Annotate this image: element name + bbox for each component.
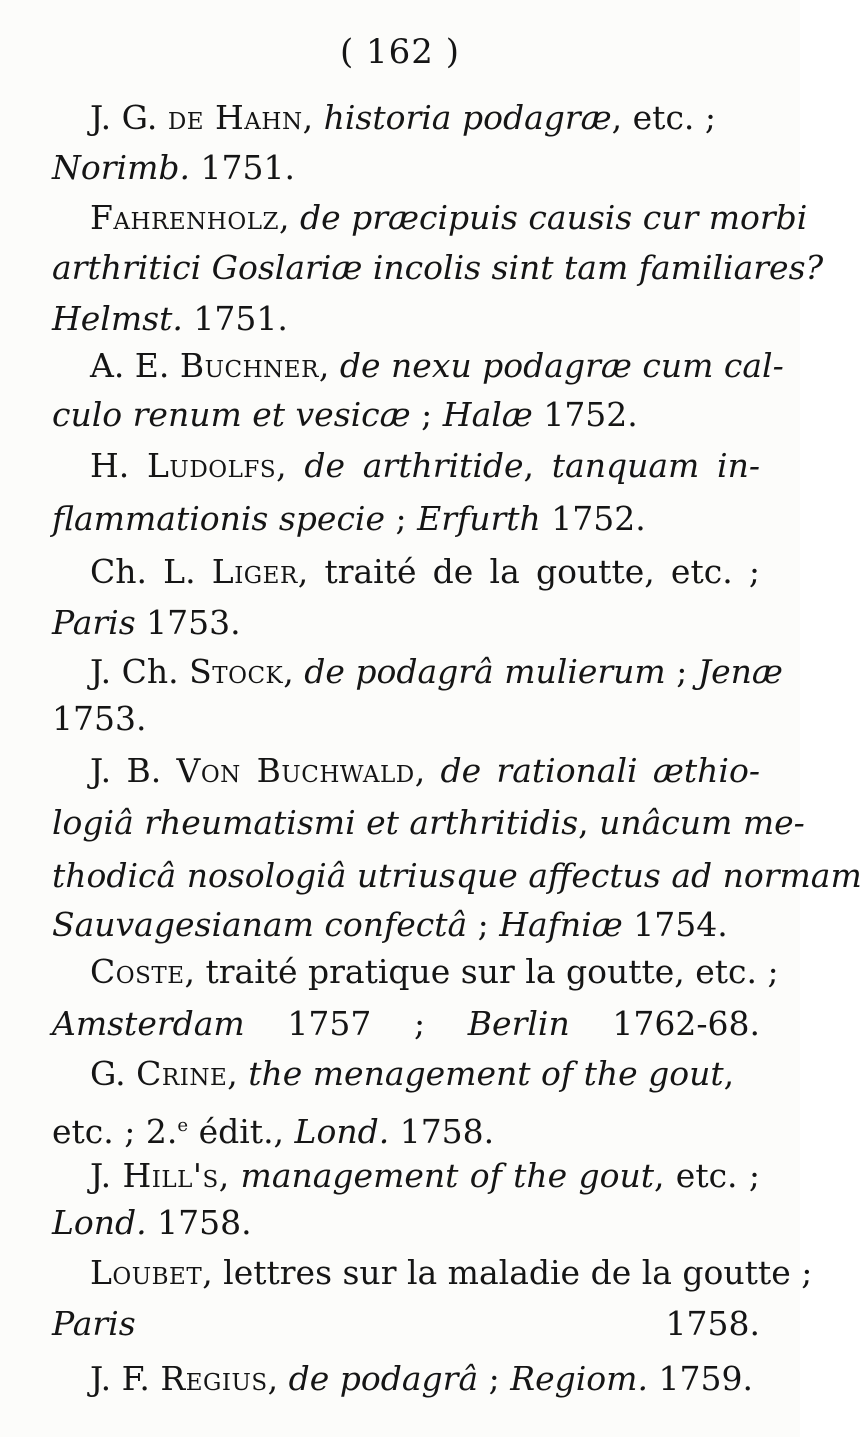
italic-text: Norimb.	[52, 148, 190, 187]
author-name: Ludolfs	[147, 446, 277, 485]
roman-text: G.	[90, 1054, 137, 1093]
author-name: Stock	[189, 652, 284, 691]
entry-continuation-line	[52, 693, 760, 745]
roman-text: ;	[385, 499, 418, 538]
roman-text: 1753.	[52, 699, 147, 738]
italic-text: Paris	[52, 603, 136, 642]
roman-text: 1762-68.	[569, 1004, 760, 1043]
page-number: ( 162 )	[339, 32, 461, 72]
author-name: Crine	[136, 1054, 228, 1093]
roman-text: , etc. ;	[653, 1156, 760, 1195]
entry-continuation-line	[52, 493, 760, 545]
italic-text: Sauvagesianam confectâ	[52, 905, 468, 944]
author-name: de Hahn	[167, 98, 303, 137]
italic-text: Berlin	[467, 1004, 570, 1043]
italic-text: thodicâ nosologiâ utriusque affectus ad normam	[52, 856, 862, 895]
entry-first-line	[90, 192, 808, 244]
italic-text: Erfurth	[417, 499, 541, 538]
roman-text: J. F.	[90, 1359, 161, 1398]
roman-text: ;	[478, 1359, 511, 1398]
entry-continuation-line	[52, 998, 760, 1050]
entry-continuation-line	[52, 899, 760, 951]
entry-continuation-line	[52, 242, 824, 294]
italic-text: de podagrâ mulierum	[304, 652, 666, 691]
roman-text: ,	[276, 446, 305, 485]
roman-text: A. E.	[90, 346, 180, 385]
entry-continuation-line	[52, 797, 805, 849]
roman-text: ,	[227, 1054, 249, 1093]
entry-first-line	[90, 1353, 760, 1405]
entry-first-line	[90, 92, 760, 144]
roman-text: 1751.	[189, 148, 295, 187]
author-name: Liger	[211, 552, 298, 591]
italic-text: Jenæ	[697, 652, 783, 691]
entry-continuation-line	[52, 1100, 760, 1152]
italic-text: Lond.	[294, 1112, 390, 1151]
roman-text: 1757 ;	[244, 1004, 468, 1043]
roman-text: ,	[723, 1054, 735, 1093]
roman-text: 1754.	[622, 905, 728, 944]
italic-text: Regiom.	[510, 1359, 648, 1398]
entry-continuation-line	[52, 597, 760, 649]
roman-text: 1758.	[146, 1203, 252, 1242]
roman-text: ,	[523, 446, 552, 485]
roman-text: J. B.	[90, 751, 177, 790]
author-name: Coste	[90, 952, 185, 991]
entry-first-line	[90, 546, 760, 598]
entry-first-line	[90, 745, 760, 797]
entry-continuation-line	[52, 142, 760, 194]
italic-text: Lond.	[52, 1203, 147, 1242]
superscript-text: e	[177, 1115, 189, 1136]
italic-text: Halæ	[442, 395, 533, 434]
italic-text: the menagement of the gout	[248, 1054, 724, 1093]
author-name: Loubet	[90, 1253, 203, 1292]
roman-text: H.	[90, 446, 148, 485]
entry-continuation-line	[52, 1298, 760, 1350]
roman-text: ;	[410, 395, 443, 434]
italic-text: de arthritide	[304, 446, 524, 485]
roman-text: ,	[267, 1359, 289, 1398]
entry-first-line	[90, 946, 779, 998]
roman-text: , traité de la goutte, etc. ;	[297, 552, 760, 591]
italic-text: historia podagræ	[323, 98, 612, 137]
italic-text: de podagrâ	[288, 1359, 479, 1398]
roman-text: 1752.	[540, 499, 646, 538]
italic-text: Hafniæ	[499, 905, 623, 944]
italic-text: de rationali æthio-	[440, 751, 760, 790]
roman-text: ;	[467, 905, 500, 944]
roman-text: ;	[665, 652, 698, 691]
entry-first-line	[90, 1247, 813, 1299]
italic-text: culo renum et vesicæ	[52, 395, 411, 434]
italic-text: arthritici Goslariæ incolis sint tam familiares?	[52, 248, 824, 287]
entry-first-line	[90, 1048, 760, 1100]
italic-text: management of the gout	[240, 1156, 654, 1195]
entry-first-line	[90, 646, 783, 698]
roman-text: ,	[283, 652, 305, 691]
roman-text: ,	[218, 1156, 241, 1195]
entry-continuation-line	[52, 389, 760, 441]
roman-text: ,	[278, 198, 300, 237]
roman-text: , etc. ;	[611, 98, 717, 137]
entry-first-line	[90, 340, 784, 392]
italic-text: flammationis specie	[52, 499, 386, 538]
author-name: Von Buchwald	[176, 751, 415, 790]
italic-text: unâcum me-	[599, 803, 805, 842]
roman-text: J.	[90, 1156, 123, 1195]
italic-text: tanquam in-	[551, 446, 761, 485]
roman-text: 1759.	[647, 1359, 753, 1398]
roman-text: ,	[414, 751, 441, 790]
entry-first-line	[90, 1150, 760, 1202]
italic-text: Paris	[52, 1304, 136, 1343]
entry-continuation-line	[52, 850, 862, 902]
roman-text: 1758.	[135, 1304, 760, 1343]
roman-text: , lettres sur la maladie de la goutte ;	[202, 1253, 813, 1292]
author-name: Regius	[160, 1359, 268, 1398]
roman-text: édit.,	[188, 1112, 295, 1151]
roman-text: ,	[318, 346, 340, 385]
italic-text: Amsterdam	[52, 1004, 245, 1043]
roman-text: , traité pratique sur la goutte, etc. ;	[184, 952, 779, 991]
italic-text: de præcipuis causis cur morbi	[299, 198, 808, 237]
author-name: Hill's	[122, 1156, 219, 1195]
roman-text: ,	[302, 98, 324, 137]
roman-text: 1753.	[135, 603, 241, 642]
roman-text: 1751.	[182, 299, 288, 338]
roman-text: Ch. L.	[90, 552, 212, 591]
roman-text: ,	[578, 803, 600, 842]
entry-first-line	[90, 440, 760, 492]
roman-text: etc. ; 2.	[52, 1112, 178, 1151]
roman-text: J. G.	[90, 98, 168, 137]
italic-text: Helmst.	[52, 299, 183, 338]
italic-text: logiâ rheumatismi et arthritidis	[52, 803, 579, 842]
author-name: Buchner	[179, 346, 319, 385]
roman-text: 1752.	[532, 395, 638, 434]
entry-continuation-line	[52, 1197, 760, 1249]
entry-continuation-line	[52, 293, 760, 345]
roman-text: 1758.	[389, 1112, 495, 1151]
author-name: Fahrenholz	[90, 198, 279, 237]
italic-text: de nexu podagræ cum cal-	[339, 346, 784, 385]
roman-text: J. Ch.	[90, 652, 190, 691]
